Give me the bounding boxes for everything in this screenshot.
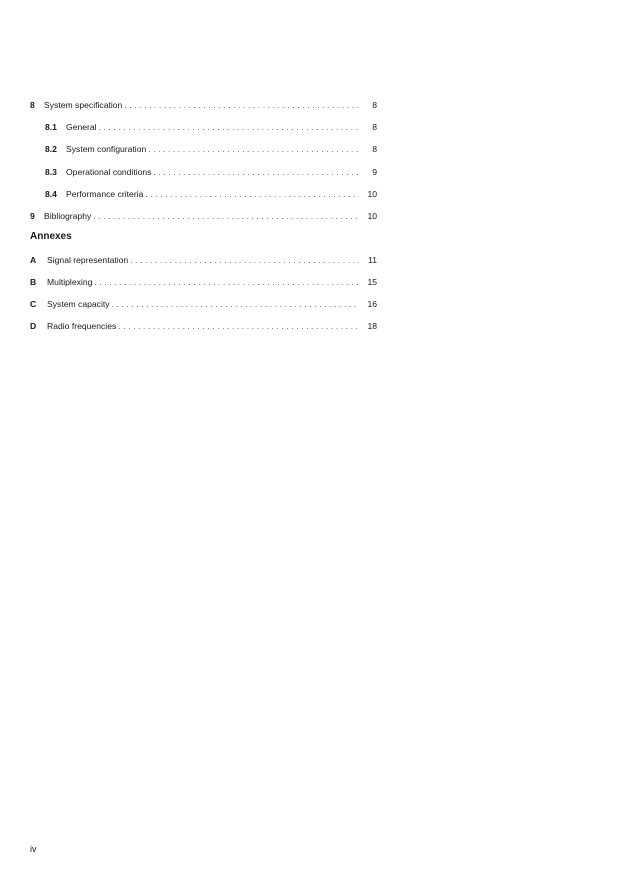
toc-entry-8[interactable]	[30, 98, 377, 112]
annexes-heading: Annexes	[30, 231, 72, 242]
toc-annex-letter: C	[30, 299, 37, 309]
toc-entry-8-3[interactable]	[45, 165, 377, 179]
toc-entry-page: 10	[367, 189, 377, 199]
toc-entry-page: 8	[372, 122, 377, 132]
dot-leader	[145, 188, 359, 202]
toc-annex-c[interactable]	[30, 297, 377, 311]
dot-leader	[94, 276, 359, 290]
toc-entry-8-2[interactable]	[45, 142, 377, 156]
toc-annex-page: 16	[367, 299, 377, 309]
toc-annex-page: 11	[368, 255, 377, 265]
toc-annex-page: 18	[367, 321, 377, 331]
toc-entry-number: 8.2	[45, 144, 57, 154]
toc-entry-title: Bibliography	[44, 211, 92, 221]
toc-entry-title: General	[66, 122, 97, 132]
toc-entry-page: 8	[372, 100, 377, 110]
dot-leader	[124, 99, 359, 113]
toc-annex-a[interactable]	[30, 253, 377, 267]
toc-entry-page: 9	[372, 167, 377, 177]
toc-entry-9[interactable]	[30, 209, 377, 223]
dot-leader	[99, 121, 359, 135]
toc-annex-title: Radio frequencies	[47, 321, 117, 331]
toc-entry-title: System configuration	[66, 144, 147, 154]
toc-annex-title: Signal representation	[47, 255, 129, 265]
toc-entry-number: 8.3	[45, 167, 57, 177]
toc-entry-number: 8.4	[45, 189, 57, 199]
toc-entry-number: 8	[30, 100, 35, 110]
toc-entry-number: 9	[30, 211, 35, 221]
toc-annex-letter: B	[30, 277, 37, 287]
toc-annex-page: 15	[367, 277, 377, 287]
dot-leader	[112, 298, 359, 312]
dot-leader	[130, 254, 359, 268]
toc-annex-title: System capacity	[47, 299, 110, 309]
toc-annex-title: Multiplexing	[47, 277, 93, 287]
toc-annex-d[interactable]	[30, 319, 377, 333]
dot-leader	[148, 143, 359, 157]
toc-entry-title: Operational conditions	[66, 167, 152, 177]
toc-entry-page: 10	[367, 211, 377, 221]
dot-leader	[93, 210, 359, 224]
toc-annex-letter: A	[30, 255, 37, 265]
toc-annex-letter: D	[30, 321, 37, 331]
dot-leader	[118, 320, 359, 334]
page-number: iv	[30, 844, 37, 854]
toc-entry-title: System specification	[44, 100, 123, 110]
dot-leader	[154, 166, 359, 180]
toc-entry-8-4[interactable]	[45, 187, 377, 201]
toc-entry-number: 8.1	[45, 122, 57, 132]
toc-entry-title: Performance criteria	[66, 189, 144, 199]
toc-entry-page: 8	[372, 144, 377, 154]
toc-entry-8-1[interactable]	[45, 120, 377, 134]
toc-annex-b[interactable]	[30, 275, 377, 289]
